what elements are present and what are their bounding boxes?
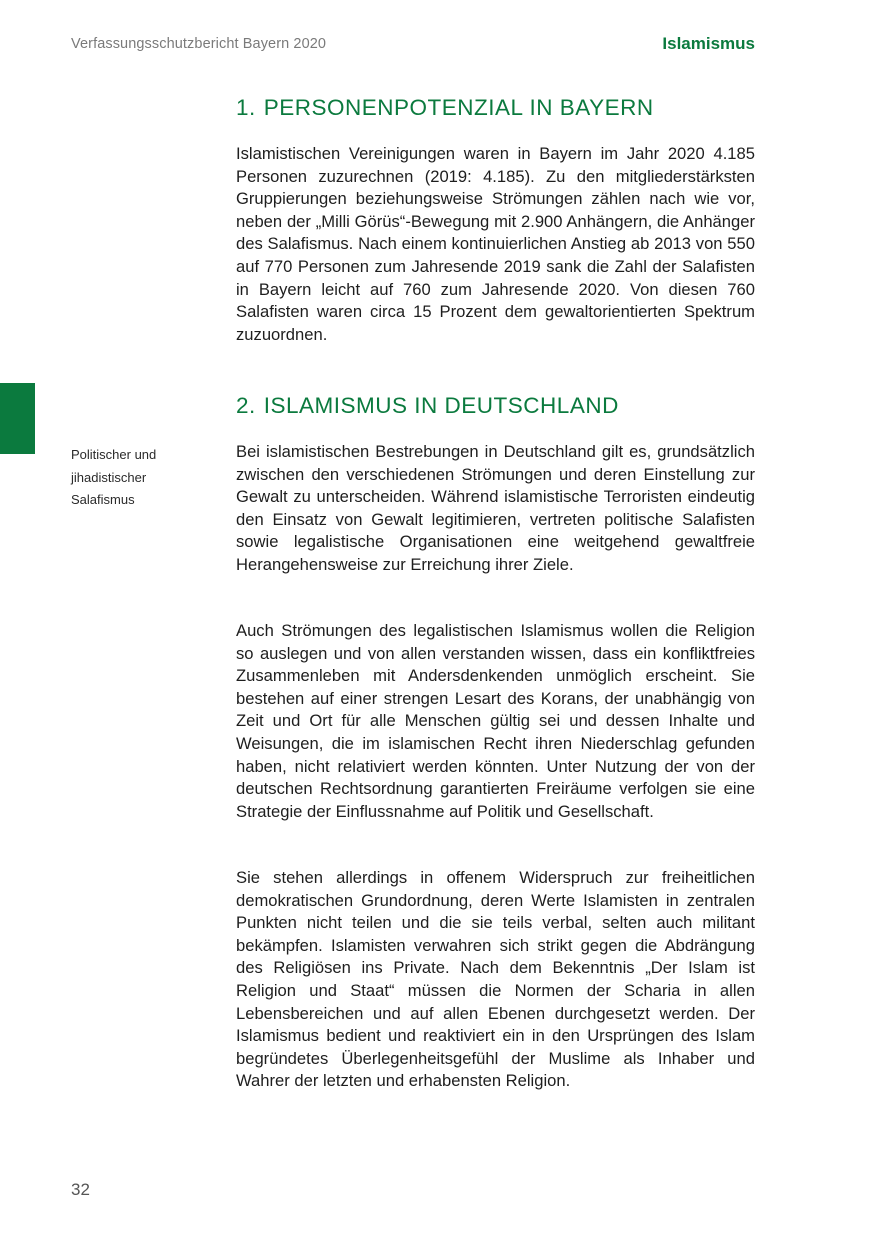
section-number: 2. [236, 393, 256, 418]
section-1 [236, 94, 755, 122]
section-2-paragraph-3 [236, 867, 755, 1093]
section-number: 1. [236, 95, 256, 120]
section-1-body [236, 143, 755, 346]
paragraph: Islamistischen Vereinigungen waren in Bayern im Jahr 2020 4.185 Personen zuzurechnen (2019: 4.185). Zu den mitgliederstärksten Gruppierungen beziehungsweise Strömungen zählen nach wie vor, neben der „Milli Görüs“-Bewegung mit 2.900 Anhängern, die Anhänger des Salafismus. Nach einem kontinuierlichen Anstieg ab 2013 von 550 auf 770 Personen zum Jahresende 2019 sank die Zahl der Salafisten in Bayern leicht auf 760 zum Jahresende 2020. Von diesen 760 Salafisten waren circa 15 Prozent dem gewaltorientierten Spektrum zuzuordnen. [236, 144, 755, 344]
margin-note-line: Salafismus [71, 492, 135, 507]
section-2-heading [236, 392, 755, 420]
margin-note [71, 444, 201, 512]
paragraph: Bei islamistischen Bestrebungen in Deutschland gilt es, grundsätzlich zwischen den verschiedenen Strömungen und deren Einstellung zur Gewalt zu unterscheiden. Während islamistische Terroristen eindeutig den Einsatz von Gewalt legitimieren, vertreten politische Salafisten sowie legalistische Organisationen eine weitgehend gewaltfreie Herangehensweise zur Erreichung ihrer Ziele. [236, 442, 755, 574]
paragraph: Sie stehen allerdings in offenem Widerspruch zur freiheitlichen demokratischen Grundordnung, deren Werte Islamisten in zentralen Punkten nicht teilen und die sie teils verbal, selten auch militant bekämpfen. Islamisten verwahren sich strikt gegen die Abdrängung des Religiösen ins Private. Nach dem Bekenntnis „Der Islam ist Religion und Staat“ müssen die Normen der Scharia in allen Lebensbereichen und auf allen Ebenen durchgesetzt werden. Der Islamismus bedient und reaktiviert ein in den Ursprüngen des Islam begründetes Überlegenheitsgefühl der Muslime als Inhaber und Wahrer der letzten und erhabensten Religion. [236, 868, 755, 1091]
section-2-paragraph-1 [236, 441, 755, 577]
section-title: ISLAMISMUS IN DEUTSCHLAND [263, 393, 619, 418]
page-number: 32 [71, 1180, 90, 1199]
section-title: PERSONENPOTENZIAL IN BAYERN [263, 95, 654, 120]
margin-note-line: jihadistischer [71, 469, 147, 485]
section-1-heading [236, 94, 755, 122]
section-2-paragraph-2 [236, 620, 755, 823]
section-2 [236, 392, 755, 420]
running-head-publication: Verfassungsschutzbericht Bayern 2020 [71, 36, 327, 52]
paragraph: Auch Strömungen des legalistischen Islamismus wollen die Religion so auslegen und von allen verstanden wissen, dass ein konfliktfreies Zusammenleben mit Andersdenkenden unmöglich erscheint. Sie bestehen auf einer strengen Lesart des Korans, der unabhängig von Zeit und Ort für alle Menschen gültig sei und dessen Inhalte und Weisungen, die im islamischen Recht ihren Niederschlag gefunden haben, nicht relativiert werden könnten. Unter Nutzung der von der deutschen Rechtsordnung garantierten Freiräume verfolgen sie eine Strategie der Einflussnahme auf Politik und Gesellschaft. [236, 621, 755, 821]
margin-note-line: Politischer und [71, 447, 157, 462]
chapter-side-tab [0, 383, 35, 454]
running-head-chapter: Islamismus [662, 34, 755, 53]
